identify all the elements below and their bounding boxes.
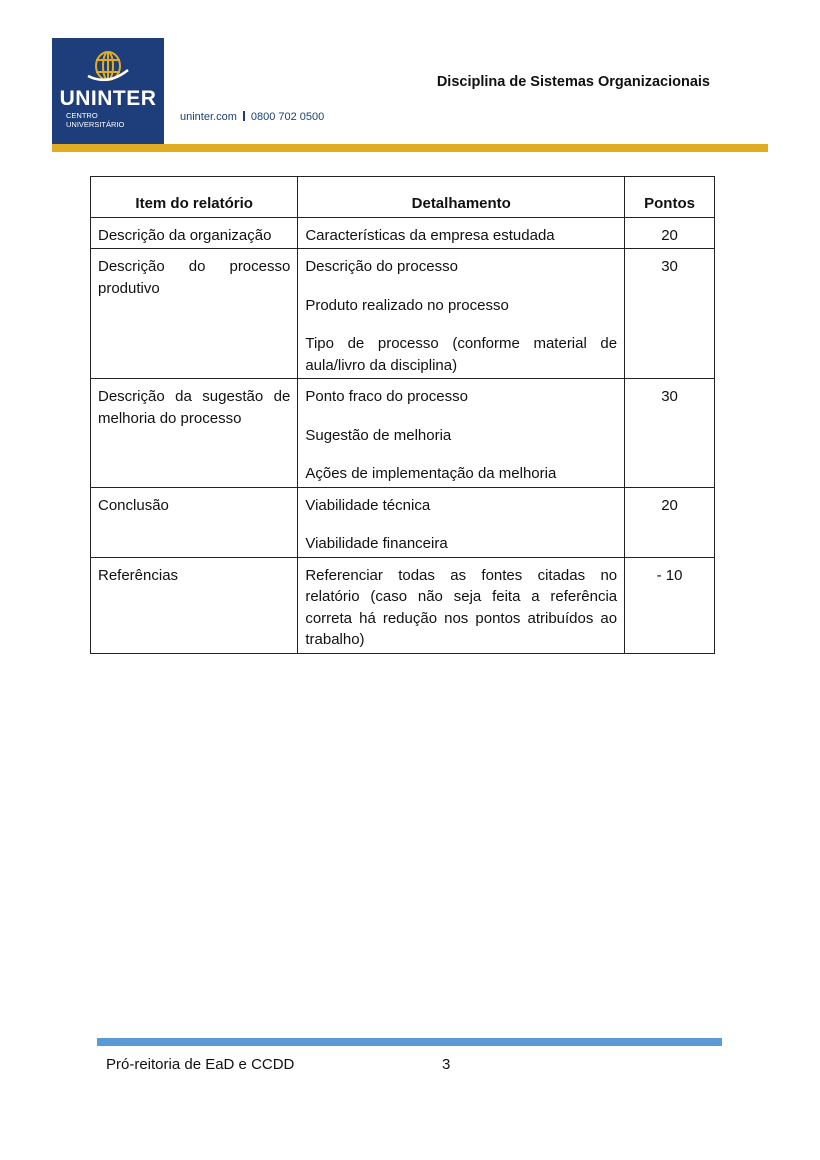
row-details	[298, 249, 625, 379]
row-details	[298, 557, 625, 653]
row-points: - 10	[625, 557, 715, 653]
table-row	[91, 249, 715, 379]
uninter-logo	[52, 38, 164, 144]
page-number: 3	[442, 1056, 451, 1073]
detail-line: Referenciar todas as fontes citadas no relatório (caso não seja feita a referência correta há redução nos pontos atribuídos ao trabalho)	[305, 566, 618, 648]
header-detail: Detalhamento	[298, 177, 625, 218]
report-table	[90, 176, 715, 654]
contact-separator	[243, 111, 245, 121]
table-header-row	[91, 177, 715, 218]
phone-number: 0800 702 0500	[250, 111, 325, 123]
row-points: 30	[625, 379, 715, 488]
footer-institution: Pró-reitoria de EaD e CCDD	[106, 1056, 295, 1073]
table-row	[91, 217, 715, 249]
row-item: Referências	[91, 557, 298, 653]
row-points: 20	[625, 487, 715, 557]
row-points: 30	[625, 249, 715, 379]
website-link[interactable]: uninter.com	[180, 111, 237, 123]
detail-line: Viabilidade técnica	[305, 496, 431, 514]
globe-icon	[85, 46, 131, 86]
row-details	[298, 379, 625, 488]
detail-line: Ponto fraco do processo	[305, 388, 468, 405]
row-points: 20	[625, 217, 715, 249]
detail-line: Produto realizado no processo	[305, 296, 509, 314]
detail-line: Ações de implementação da melhoria	[305, 465, 557, 482]
row-item: Descrição da organização	[91, 217, 298, 249]
logo-subtitle-line1: CENTRO	[66, 111, 98, 120]
table-row	[91, 557, 715, 653]
row-item: Descrição da sugestão de melhoria do processo	[91, 379, 298, 488]
row-item: Descrição do processo produtivo	[91, 249, 298, 379]
header-points: Pontos	[625, 177, 715, 218]
detail-line: Características da empresa estudada	[305, 226, 555, 244]
header-item: Item do relatório	[91, 177, 298, 218]
course-title: Disciplina de Sistemas Organizacionais	[436, 74, 710, 90]
footer-divider-bar	[97, 1038, 722, 1046]
logo-subtitle-line2: UNIVERSITÁRIO	[66, 119, 125, 129]
row-item: Conclusão	[91, 487, 298, 557]
logo-name: UNINTER	[59, 87, 157, 110]
header-divider-bar	[52, 144, 768, 152]
contact-info	[180, 111, 324, 123]
table-row	[91, 487, 715, 557]
row-details	[298, 217, 625, 249]
row-details	[298, 487, 625, 557]
detail-line: Descrição do processo	[305, 258, 458, 275]
detail-line: Sugestão de melhoria	[305, 426, 452, 444]
detail-line: Tipo de processo (conforme material de aula/livro da disciplina)	[305, 335, 618, 374]
detail-line: Viabilidade financeira	[305, 535, 448, 552]
table-row	[91, 379, 715, 488]
